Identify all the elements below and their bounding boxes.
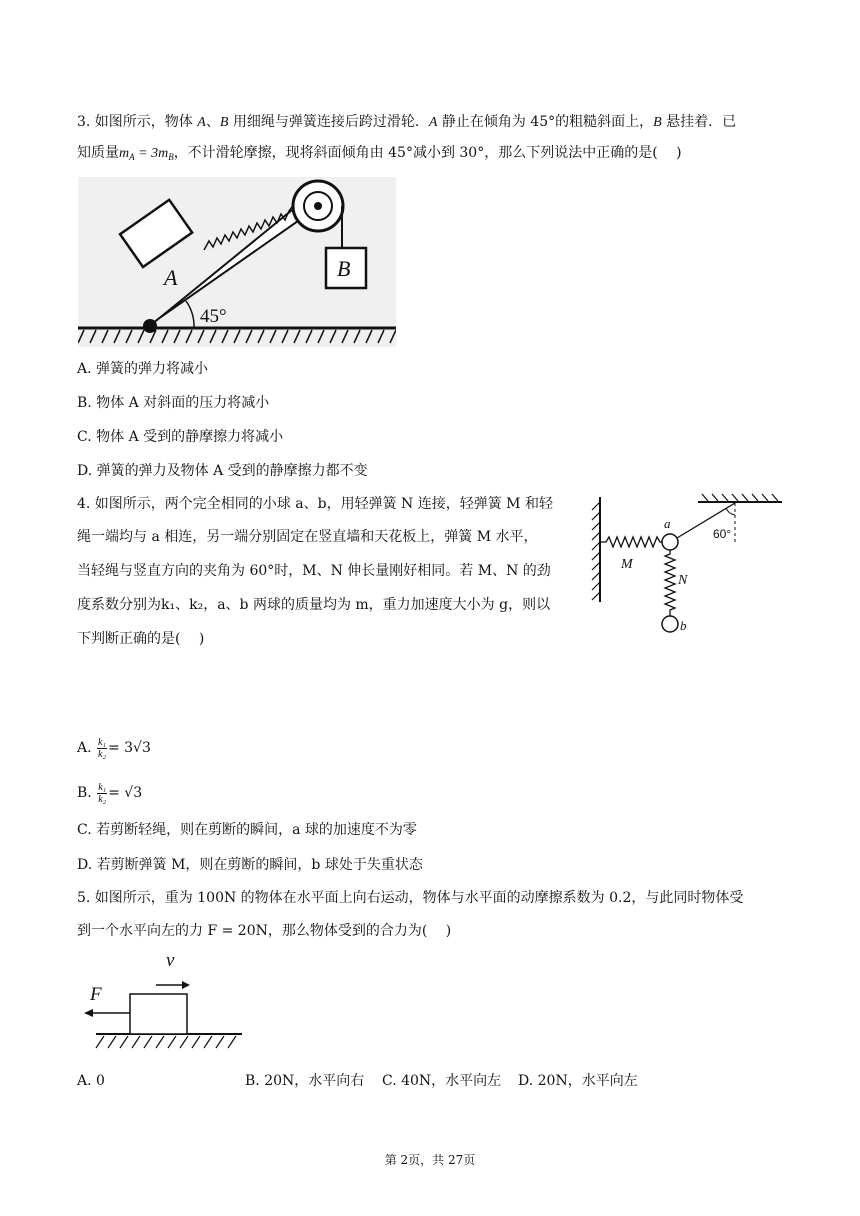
q4-option-d: D. 若剪断弹簧 M，则在剪断的瞬间，b 球处于失重状态 [77,857,423,873]
q3-incline-figure [78,177,396,347]
q4-option-b-fraction: $\frac{\text{k₁}}{\text{k₂}}$ [98,781,107,805]
q5-force-figure [84,948,244,1052]
q4-spring-figure [588,492,784,637]
q3-option-b: B. 物体 A 对斜面的压力将减小 [77,395,270,411]
q3-fig-label-b: B [337,256,351,281]
q4-stem-line3: 当轻绳与竖直方向的夹角为 60°时，M、N 伸长量刚好相同。若 M、N 的劲 [77,563,551,579]
q4-fig-label-n: N [678,573,688,588]
q3-fig-angle: 45° [200,306,227,327]
q5-fig-label-f: F [90,984,102,1005]
q4-fig-label-m: M [621,557,633,572]
q4-option-a-fraction: $\frac{\text{k₁}}{\text{k₂}}$ [98,736,106,760]
q3-option-a: A. 弹簧的弹力将减小 [77,361,209,377]
q4-stem-line4: 度系数分别为k₁、k₂，a、b 两球的质量均为 m，重力加速度大小为 g，则以 [77,597,551,613]
q5-stem-line2: 到一个水平向左的力 F = 20N，那么物体受到的合力为( ) [77,923,452,939]
q3-option-c: C. 物体 A 受到的静摩擦力将减小 [77,429,284,445]
q5-option-b: B. 20N，水平向右 [245,1073,365,1089]
q3-option-d: D. 弹簧的弹力及物体 A 受到的静摩擦力都不变 [77,463,368,479]
q4-fig-label-b: b [680,618,687,633]
q5-option-c: C. 40N，水平向左 [382,1073,502,1089]
q3-fig-label-a: A [164,265,178,290]
q5-option-d: D. 20N，水平向左 [518,1073,638,1089]
q3-stem-line2: 知质量$m_A = 3m_B$，不计滑轮摩擦，现将斜面倾角由 45°减小到 30°，那么下列说法中正确的是( ) [77,145,682,162]
q4-option-a: A. $\frac{\text{k₁}}{\text{k₂}}$ = 3√3 [77,736,151,760]
q5-fig-label-v: v [166,950,175,971]
q4-stem-line5: 下判断正确的是( ) [77,631,205,647]
q5-option-a: A. 0 [77,1073,105,1089]
page-footer: 第 2页，共 27页 [384,1153,476,1167]
q4-fig-label-a: a [664,516,671,531]
q4-stem-line2: 绳一端均与 a 相连，另一端分别固定在竖直墙和天花板上，弹簧 M 水平， [77,529,538,545]
q5-stem-line1: 5. 如图所示，重为 100N 的物体在水平面上向右运动，物体与水平面的动摩擦系数为 0.2，与此同时物体受 [77,890,744,906]
q4-stem-line1: 4. 如图所示，两个完全相同的小球 a、b，用轻弹簧 N 连接，轻弹簧 M 和轻 [77,496,553,512]
q3-stem-line1: 3. 如图所示，物体 A、B 用细绳与弹簧连接后跨过滑轮．A 静止在倾角为 45°的粗糙斜面上，B 悬挂着．已 [77,114,737,130]
q4-option-c: C. 若剪断轻绳，则在剪断的瞬间，a 球的加速度不为零 [77,822,417,838]
q4-fig-angle: 60° [713,527,732,541]
q4-option-b: B. $\frac{\text{k₁}}{\text{k₂}}$ = √3 [77,781,143,805]
